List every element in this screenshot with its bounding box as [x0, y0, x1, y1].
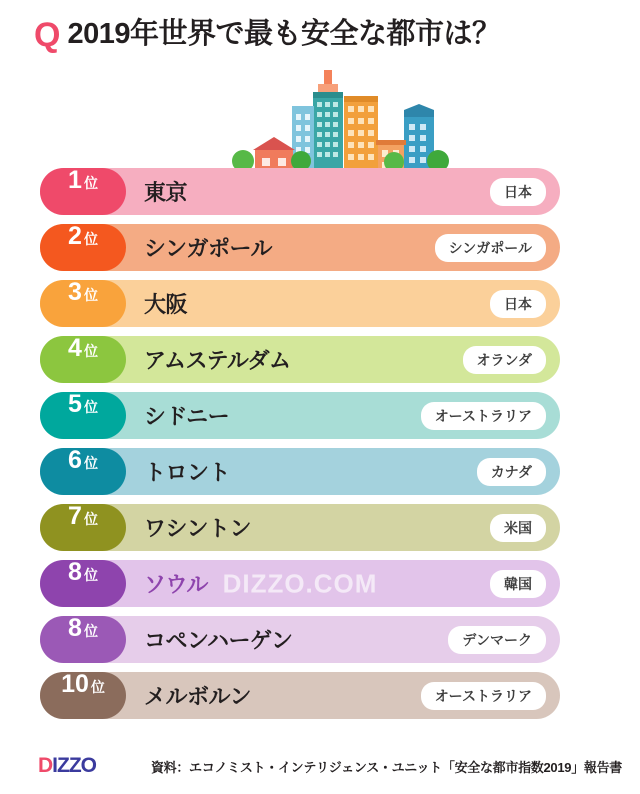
city-name: メルボルン [144, 684, 251, 709]
rank-badge [40, 672, 126, 719]
rank-number: 2 [68, 222, 82, 250]
rank-number: 8 [68, 614, 82, 642]
rank-number: 1 [68, 166, 82, 194]
rank-suffix: 位 [90, 679, 105, 695]
country-badge: デンマーク [448, 626, 546, 654]
table-row [40, 616, 560, 663]
question-mark-icon: Q [34, 16, 60, 54]
rank-badge [40, 168, 126, 215]
table-row [40, 336, 560, 383]
country-badge: 韓国 [490, 570, 546, 598]
country-badge: オーストラリア [421, 682, 546, 710]
rank-number: 6 [68, 446, 82, 474]
rank-number: 10 [61, 670, 89, 698]
country-badge: 日本 [490, 178, 546, 206]
city-name: アムステルダム [144, 348, 291, 373]
city-name: ソウル [144, 572, 208, 597]
country-badge: オランダ [463, 346, 546, 374]
rank-number: 4 [68, 334, 82, 362]
table-row [40, 392, 560, 439]
logo-rest: IZZO [52, 754, 96, 777]
logo-first-letter: D [38, 754, 53, 777]
country-badge: オーストラリア [421, 402, 546, 430]
rank-suffix: 位 [83, 343, 98, 359]
city-name: 大阪 [144, 292, 188, 317]
page-title: 2019年世界で最も安全な都市は？ [67, 18, 501, 51]
rank-number: 7 [68, 502, 82, 530]
rank-suffix: 位 [83, 399, 98, 415]
city-name: シンガポール [144, 236, 273, 261]
country-badge: シンガポール [435, 234, 546, 262]
rank-suffix: 位 [83, 175, 98, 191]
page-header [0, 0, 640, 62]
rank-badge [40, 280, 126, 327]
rank-badge [40, 504, 126, 551]
rank-number: 5 [68, 390, 82, 418]
rank-badge [40, 560, 126, 607]
ranking-list [0, 168, 640, 719]
rank-badge [40, 392, 126, 439]
rank-suffix: 位 [83, 511, 98, 527]
table-row [40, 280, 560, 327]
watermark: DIZZO.COM [222, 568, 378, 598]
page-footer [0, 738, 640, 794]
table-row [40, 504, 560, 551]
rank-number: 8 [68, 558, 82, 586]
city-name: 東京 [144, 180, 188, 205]
rank-suffix: 位 [83, 567, 98, 583]
rank-badge [40, 336, 126, 383]
table-row [40, 168, 560, 215]
country-badge: 米国 [490, 514, 546, 542]
dizzo-logo [38, 754, 96, 778]
city-name: ワシントン [144, 516, 251, 541]
country-badge: カナダ [477, 458, 546, 486]
rank-suffix: 位 [83, 455, 98, 471]
city-name: コペンハーゲン [144, 628, 293, 653]
rank-number: 3 [68, 278, 82, 306]
table-row [40, 672, 560, 719]
city-name: トロント [144, 460, 231, 485]
rank-suffix: 位 [83, 231, 98, 247]
rank-badge [40, 224, 126, 271]
country-badge: 日本 [490, 290, 546, 318]
rank-suffix: 位 [83, 287, 98, 303]
city-name: シドニー [144, 404, 230, 429]
table-row [40, 224, 560, 271]
source-note: 資料：エコノミスト・インテリジェンス・ユニット「安全な都市指数2019」報告書 [150, 759, 622, 775]
rank-suffix: 位 [83, 623, 98, 639]
table-row [40, 560, 560, 607]
rank-badge [40, 616, 126, 663]
city-skyline-illustration [0, 62, 640, 172]
table-row [40, 448, 560, 495]
rank-badge [40, 448, 126, 495]
